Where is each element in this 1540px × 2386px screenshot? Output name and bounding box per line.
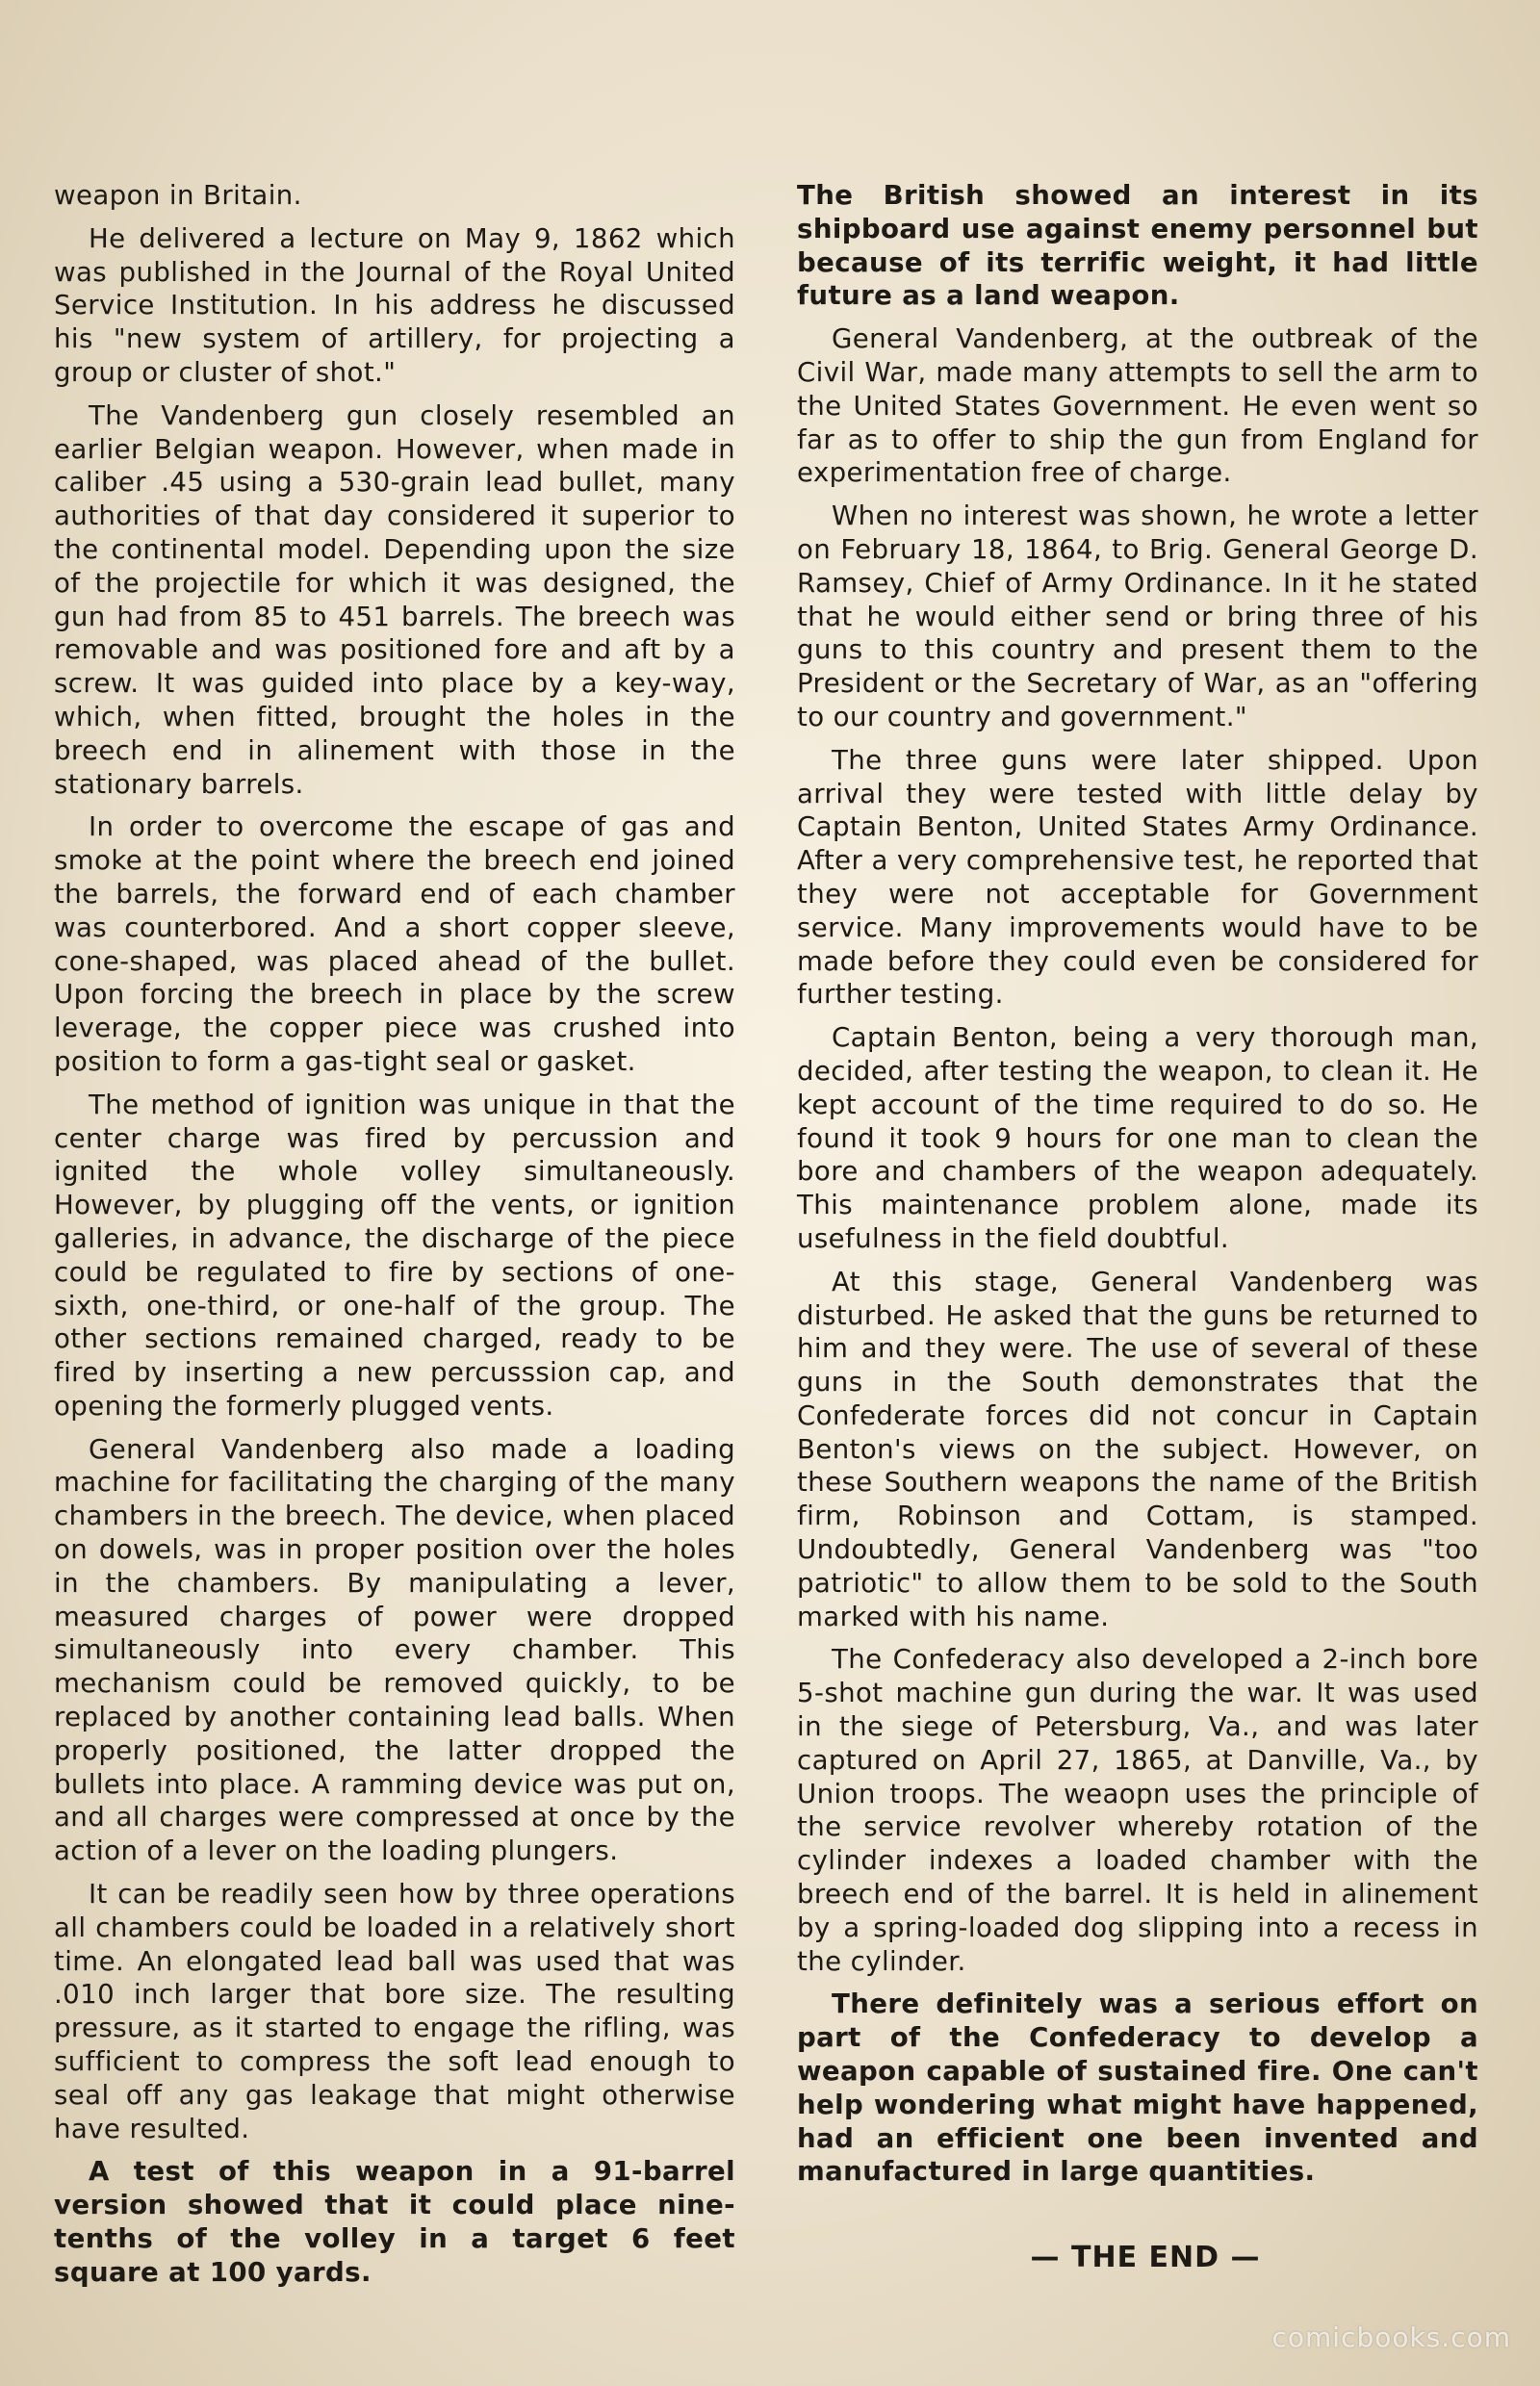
paragraph: It can be readily seen how by three operations all chambers could be loaded in a relatively short time. An elongated lead ball was used that was .010 inch larger that bore size. The resulting pressure, as it started to engage the rifling, was sufficient to compress the soft lead enough to seal off any gas leakage that might otherwise have resulted. xyxy=(54,1878,735,2144)
paragraph: In order to overcome the escape of gas and smoke at the point where the breech end joined the barrels, the forward end of each chamber was counterbored. And a short copper sleeve, cone-shaped, was placed ahead of the bullet. Upon forcing the breech in place by the screw leverage, the copper piece was crushed into position to form a gas-tight seal or gasket. xyxy=(54,810,735,1077)
paragraph: weapon in Britain. xyxy=(54,179,302,211)
paragraph: There definitely was a serious effort on part of the Confederacy to develop a weapon capable of sustained fire. One can't help wondering what might have happened, had an efficient one been invented and manufactured in large quantities. xyxy=(797,1988,1478,2188)
paragraph: General Vandenberg also made a loading machine for facilitating the charging of the many chambers in the breech. The device, when placed on dowels, was in proper position over the holes in the chambers. By manipulating a lever, measured charges of power were dropped simultaneously into every chamber. This mechanism could be removed quickly, to be replaced by another containing lead balls. When properly positioned, the latter dropped the bullets into place. A ramming device was put on, and all charges were compressed at once by the action of a lever on the loading plungers. xyxy=(54,1432,735,1867)
paragraph: The British showed an interest in its shipboard use against enemy personnel but because of its terrific weight, it had little future as a land weapon. xyxy=(797,179,1478,312)
paragraph: The Vandenberg gun closely resembled an earlier Belgian weapon. However, when made in caliber .45 using a 530-grain lead bullet, many authorities of that day considered it superior to the continental model. Depending upon the size of the projectile for which it was designed, the gun had from 85 to 451 barrels. The breech was removable and was positioned fore and aft by a screw. It was guided into place by a key-way, which, when fitted, brought the holes in the breech end in alinement with those in the stationary barrels. xyxy=(54,398,735,800)
the-end-marker: — THE END — xyxy=(1030,2241,1261,2274)
paragraph: At this stage, General Vandenberg was disturbed. He asked that the guns be returned to him and they were. The use of several of these guns in the South demonstrates that the Confederate forces did not concur in Captain Benton's views on the subject. However, on these Southern weapons the name of the British firm, Robinson and Cottam, is stamped. Undoubtedly, General Vandenberg was "too patriotic" to allow them to be sold to the South marked with his name. xyxy=(797,1265,1478,1632)
paragraph: When no interest was shown, he wrote a letter on February 18, 1864, to Brig. General George D. Ramsey, Chief of Army Ordinance. In it he stated that he would either send or bring three of his guns to this country and present them to the President or the Secretary of War, as an "offering to our country and government." xyxy=(797,500,1478,732)
paragraph: He delivered a lecture on May 9, 1862 which was published in the Journal of the Royal United Service Institution. In his address he discussed his "new system of artillery, for projecting a group or cluster of shot." xyxy=(54,221,735,388)
paragraph: The method of ignition was unique in that the center charge was fired by percussion and ignited the whole volley simultaneously. However, by plugging off the vents, or ignition galleries, in advance, the discharge of the piece could be regulated to fire by sections of one-sixth, one-third, or one-half of the group. The other sections remained charged, ready to be fired by inserting a new percusssion cap, and opening the formerly plugged vents. xyxy=(54,1088,735,1422)
paragraph: The Confederacy also developed a 2-inch bore 5-shot machine gun during the war. It was used in the siege of Petersburg, Va., and was later captured on April 27, 1865, at Danville, Va., by Union troops. The weaopn uses the principle of the service revolver whereby rotation of the cylinder indexes a loaded chamber with the breech end of the barrel. It is held in alinement by a spring-loaded dog slipping into a recess in the cylinder. xyxy=(797,1643,1478,1977)
right-column xyxy=(797,179,1478,2198)
paragraph: The three guns were later shipped. Upon arrival they were tested with little delay by Captain Benton, United States Army Ordinance. After a very comprehensive test, he reported that they were not acceptable for Government service. Many improvements would have to be made before they could even be considered for further testing. xyxy=(797,743,1478,1011)
site-watermark: comicbooks.com xyxy=(1271,2322,1511,2353)
paragraph: A test of this weapon in a 91-barrel version showed that it could place nine-tenths of the volley in a target 6 feet square at 100 yards. xyxy=(54,2155,735,2288)
paragraph: Captain Benton, being a very thorough man, decided, after testing the weapon, to clean it. He kept account of the time required to do so. He found it took 9 hours for one man to clean the bore and chambers of the weapon adequately. This maintenance problem alone, made its usefulness in the field doubtful. xyxy=(797,1021,1478,1254)
left-column xyxy=(54,179,735,2299)
paragraph: General Vandenberg, at the outbreak of the Civil War, made many attempts to sell the arm to the United States Government. He even went so far as to offer to ship the gun from England for experimentation free of charge. xyxy=(797,322,1478,489)
